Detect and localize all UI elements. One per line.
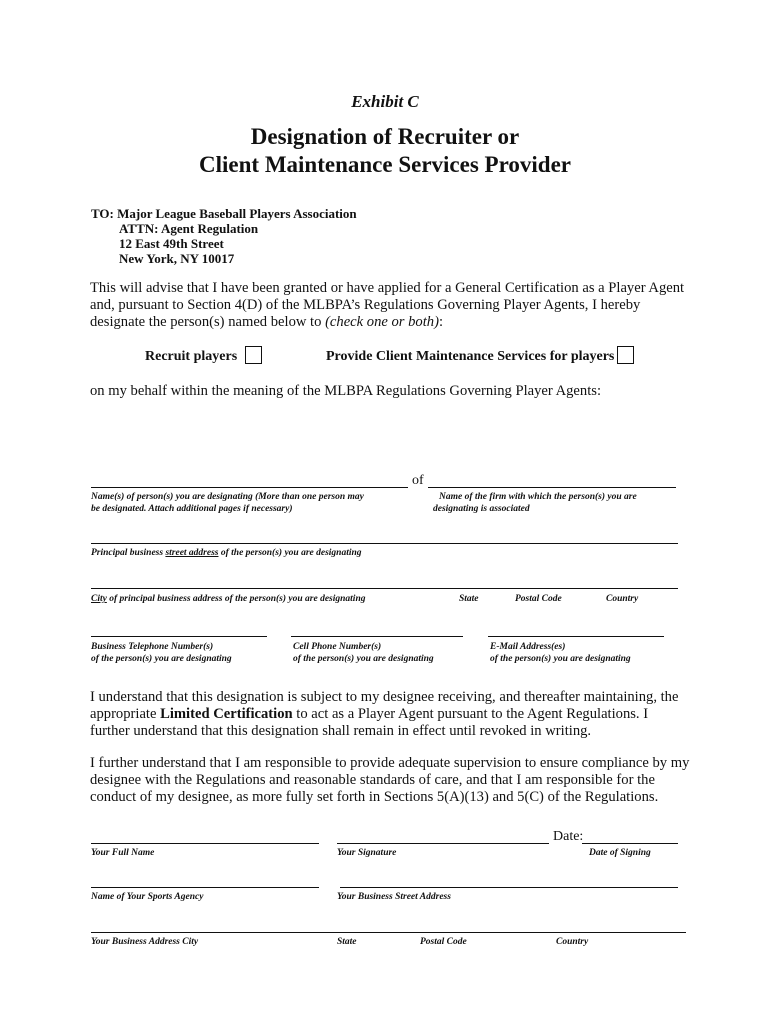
firm-name-caption: Name of the firm with which the person(s) you are designating is associated — [433, 492, 637, 514]
business-postal-caption: Postal Code — [420, 937, 467, 947]
date-label: Date: — [553, 829, 584, 844]
sports-agency-field[interactable] — [91, 887, 319, 888]
principal-street-field[interactable] — [91, 543, 678, 544]
business-country-caption: Country — [556, 937, 589, 947]
address-block — [91, 206, 357, 266]
recruit-players-checkbox[interactable] — [245, 346, 262, 364]
intro-paragraph — [90, 280, 690, 331]
understand-paragraph-2: I further understand that I am responsible to provide adequate supervision to ensure compliance by my designee with the Regulations and reasonable standards of care, and that I am responsible for the conduct of my designee, as more fully set forth in Sections 5(A)(13) and 5(C) of the Regulations. — [90, 755, 690, 805]
firm-name-field[interactable] — [428, 487, 676, 488]
full-name-field[interactable] — [91, 843, 319, 844]
client-maintenance-label: Provide Client Maintenance Services for players — [326, 349, 615, 364]
address-street: 12 East 49th Street — [119, 236, 224, 251]
email-field[interactable] — [488, 636, 664, 637]
date-of-signing-caption: Date of Signing — [589, 848, 651, 858]
date-field[interactable] — [582, 843, 678, 844]
limited-certification-term: Limited Certification — [160, 706, 293, 722]
signature-field[interactable] — [337, 843, 549, 844]
principal-city-caption: City of principal business address of the person(s) you are designating — [91, 594, 366, 604]
client-maintenance-checkbox[interactable] — [617, 346, 634, 364]
designee-names-field[interactable] — [91, 487, 408, 488]
understand-paragraph-1: I understand that this designation is subject to my designee receiving, and thereafter maintaining, the appropriate Limited Certification to act as a Player Agent pursuant to the Agent Regulations. I further understand that this designation shall remain in effect until revoked in writing. — [90, 689, 679, 739]
state-caption: State — [459, 594, 479, 604]
behalf-text: on my behalf within the meaning of the MLBPA Regulations Governing Player Agents: — [90, 383, 601, 399]
address-to: TO: Major League Baseball Players Association — [91, 206, 357, 221]
designee-names-caption: Name(s) of person(s) you are designating (More than one person may be designated. Attach additional pages if necessary) — [91, 492, 364, 514]
intro-italic: (check one or both) — [325, 314, 439, 330]
business-city-field[interactable] — [91, 932, 686, 933]
signature-caption: Your Signature — [337, 848, 397, 858]
intro-end: : — [438, 314, 443, 330]
country-caption: Country — [606, 594, 639, 604]
business-street-caption: Your Business Street Address — [337, 892, 451, 902]
email-caption: E-Mail Address(es) of the person(s) you are designating — [490, 642, 631, 664]
exhibit-label: Exhibit C — [351, 92, 419, 111]
business-city-caption: Your Business Address City — [91, 937, 199, 947]
full-name-caption: Your Full Name — [91, 848, 155, 858]
business-telephone-caption: Business Telephone Number(s) of the person(s) you are designating — [91, 642, 232, 664]
principal-street-caption: Principal business street address of the person(s) you are designating — [91, 548, 362, 558]
intro-text: This will advise that I have been granted or have applied for a General Certification as a Player Agent and, pursuant to Section 4(D) of the MLBPA’s Regulations Governing Player Agents, I hereby designate the person(s) named below to — [90, 280, 685, 330]
postal-code-caption: Postal Code — [515, 594, 562, 604]
page-title-line-2: Client Maintenance Services Provider — [199, 152, 571, 177]
page-title-line-1: Designation of Recruiter or — [250, 124, 520, 149]
business-telephone-field[interactable] — [91, 636, 267, 637]
principal-city-field[interactable] — [91, 588, 678, 589]
address-city: New York, NY 10017 — [119, 251, 235, 266]
of-label: of — [412, 473, 424, 488]
address-attn: ATTN: Agent Regulation — [119, 221, 259, 236]
recruit-players-label: Recruit players — [145, 349, 238, 364]
business-state-caption: State — [337, 937, 357, 947]
cell-phone-field[interactable] — [291, 636, 463, 637]
sports-agency-caption: Name of Your Sports Agency — [91, 892, 204, 902]
cell-phone-caption: Cell Phone Number(s) of the person(s) you are designating — [293, 642, 434, 664]
business-street-field[interactable] — [340, 887, 678, 888]
